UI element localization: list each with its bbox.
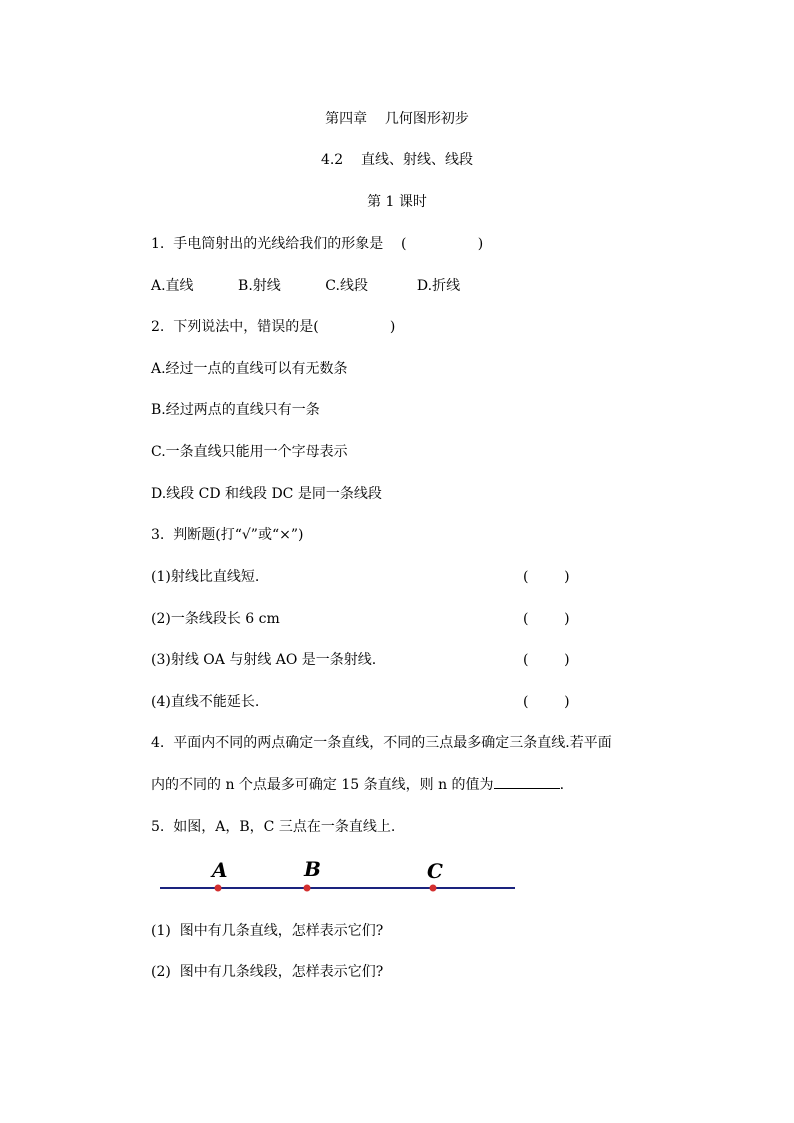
point-label-b: B	[304, 857, 321, 881]
question-3-item-3: (3)射线 OA 与射线 AO 是一条射线.	[151, 652, 377, 668]
answer-paren-2: ( )	[523, 611, 570, 627]
question-1-stem: 1. 手电筒射出的光线给我们的形象是 ( )	[151, 236, 484, 252]
point-c	[430, 885, 437, 892]
answer-paren-3: ( )	[523, 652, 570, 668]
question-5-sub-1: (1) 图中有几条直线，怎样表示它们?	[151, 923, 384, 939]
question-2-option-a: A.经过一点的直线可以有无数条	[151, 361, 348, 377]
answer-paren-1: ( )	[523, 569, 570, 585]
question-4-text: 内的不同的 n 个点最多可确定 15 条直线，则 n 的值为	[151, 777, 494, 793]
question-2-option-d: D.线段 CD 和线段 DC 是同一条线段	[151, 486, 382, 502]
question-3-stem: 3. 判断题(打“√”或“×”)	[151, 527, 304, 543]
answer-paren-4: ( )	[523, 694, 570, 710]
section-title: 4.2 直线、射线、线段	[320, 152, 474, 168]
point-label-a: A	[212, 858, 228, 882]
question-5-stem: 5. 如图，A，B，C 三点在一条直线上.	[151, 819, 396, 835]
question-2-option-c: C.一条直线只能用一个字母表示	[151, 444, 348, 460]
question-5-sub-2: (2) 图中有几条线段，怎样表示它们?	[151, 964, 384, 980]
question-1-options: A.直线 B.射线 C.线段 D.折线	[151, 278, 461, 294]
question-3-item-2: (2)一条线段长 6 cm	[151, 611, 280, 627]
chapter-title: 第四章 几何图形初步	[325, 111, 469, 127]
question-2-stem: 2. 下列说法中，错误的是( )	[151, 319, 396, 335]
point-label-c: C	[427, 859, 443, 883]
question-4-period: .	[559, 777, 565, 793]
question-4-line-1: 4. 平面内不同的两点确定一条直线，不同的三点最多确定三条直线.若平面	[151, 735, 612, 751]
lesson-title: 第 1 课时	[367, 194, 427, 210]
point-b	[304, 885, 311, 892]
question-3-item-1: (1)射线比直线短.	[151, 569, 260, 585]
question-2-option-b: B.经过两点的直线只有一条	[151, 402, 320, 418]
point-a	[215, 885, 222, 892]
question-3-item-4: (4)直线不能延长.	[151, 694, 260, 710]
